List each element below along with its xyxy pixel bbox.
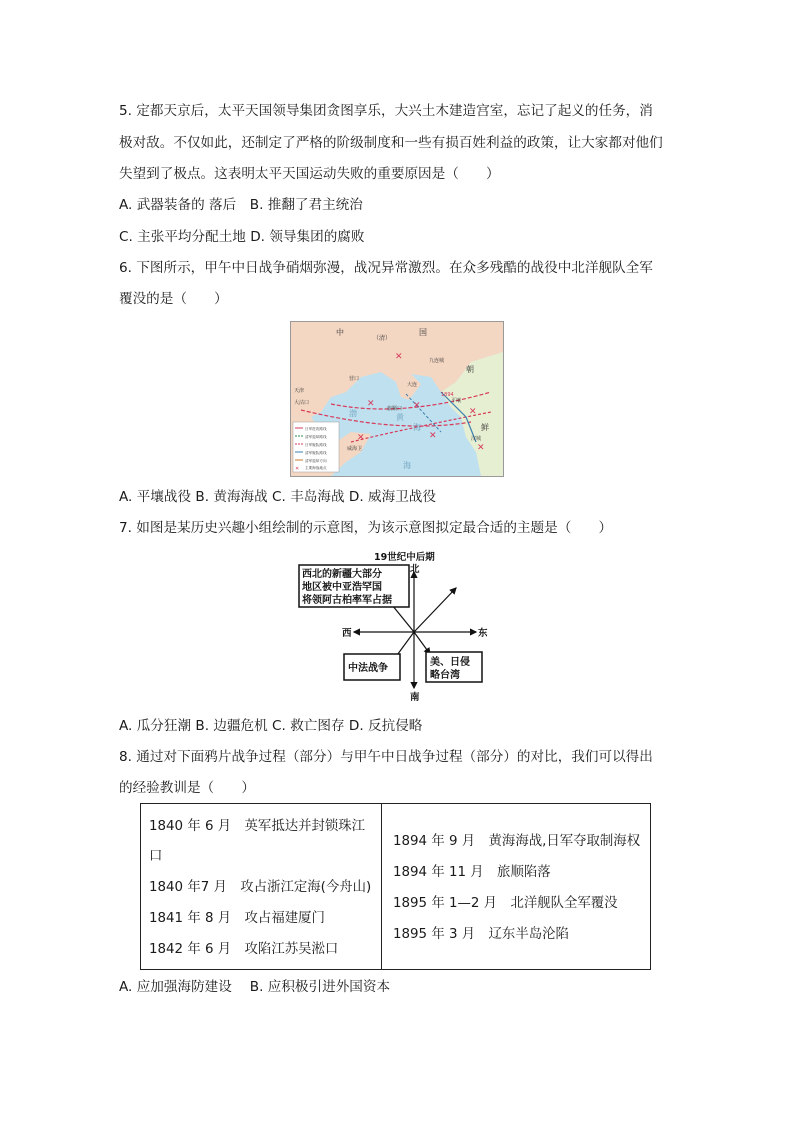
map-legend <box>293 422 339 472</box>
map-label-sea-3: 海 <box>413 423 421 432</box>
table-divider <box>381 804 382 969</box>
opium-war-row-1: 1840 年 6 月 英军抵达并封锁珠江 <box>149 819 366 834</box>
label-south: 南 <box>410 692 420 703</box>
opium-war-row-3: 1841 年 8 月 攻占福建厦门 <box>149 911 325 926</box>
box-northwest-line-2: 地区被中亚浩罕国 <box>302 582 382 593</box>
opium-war-row-4: 1842 年 6 月 攻陷江苏吴淞口 <box>149 942 339 957</box>
map-label-china-left: 中 <box>336 328 344 337</box>
map-label-lushun: 旅顺口 <box>387 406 403 412</box>
map-label-sea-1: 渤 <box>349 409 357 418</box>
map-label-korea-2: 鲜 <box>481 423 489 432</box>
map-label-jiuliancheng: 九连城 <box>429 358 445 364</box>
q5-line-1: 5. 定都天京后，太平天国领导集团贪图享乐，大兴土木建造宫室，忘记了起义的任务，消 <box>119 103 653 119</box>
q8-line-1: 8. 通过对下面鸦片战争过程（部分）与甲午中日战争过程（部分）的对比，我们可以得出 <box>119 749 653 765</box>
legend-text-6: 主要海战地点 <box>305 466 327 470</box>
box-northwest-line-1: 西北的新疆大部分 <box>302 569 382 580</box>
q8-line-2: 的经验教训是（ ） <box>119 780 255 796</box>
map-label-tianjin: 天津 <box>294 388 305 394</box>
map-label-yingkou: 营口 <box>349 376 360 382</box>
map-label-weihai: 威海卫 <box>347 446 363 452</box>
battle-marker-3: ✕ <box>413 401 421 411</box>
q7-line-1: 7. 如图是某历史兴趣小组绘制的示意图，为该示意图拟定最合适的主题是（ ） <box>119 520 613 536</box>
battle-marker-6: ✕ <box>469 407 477 417</box>
battle-marker-5: ✕ <box>429 431 437 441</box>
label-east: 东 <box>478 628 488 639</box>
battle-marker-1: ✕ <box>395 352 403 362</box>
q5-options-1: A. 武器装备的 落后 B. 推翻了君主统治 <box>119 197 363 213</box>
legend-text-5: 清军退却方向 <box>305 459 327 463</box>
q6-options: A. 平壤战役 B. 黄海海战 C. 丰岛海战 D. 威海卫战役 <box>119 489 436 505</box>
map-label-dalian: 大连 <box>407 382 418 388</box>
q8-options: A. 应加强海防建设 B. 应积极引进外国资本 <box>119 979 391 995</box>
battle-marker-2: ✕ <box>367 399 375 409</box>
box-northwest-line-3: 将领阿古柏率军占据 <box>302 595 392 606</box>
q5-line-3: 失望到了极点。这表明太平天国运动失败的重要原因是（ ） <box>119 166 500 182</box>
q5-line-2: 极对敌。不仅如此，还制定了严格的阶级制度和一些有损百姓利益的政策，让大家都对他们 <box>119 135 663 151</box>
label-west: 西 <box>342 628 352 639</box>
map-label-seoul: 汉城 <box>471 436 482 442</box>
label-north: 北 <box>410 564 420 575</box>
sino-japanese-war-row-2: 1894 年 11 月 旅顺陷落 <box>393 865 551 880</box>
legend-text-1: 日军进攻路线 <box>305 427 327 431</box>
map-label-sea-2: 黄 <box>396 413 404 422</box>
box-southeast-line-2: 略台湾 <box>430 670 460 681</box>
battle-marker-4: ✕ <box>357 433 365 443</box>
legend-text-2: 清军退却路线 <box>305 435 327 439</box>
diagram-title: 19世纪中后期 <box>374 552 435 563</box>
battle-marker-7: ✕ <box>477 443 485 453</box>
map-label-qing: （清） <box>373 335 392 342</box>
opium-war-row-2: 1840 年7 月 攻占浙江定海(今舟山) <box>149 880 372 895</box>
map-label-sea-4: 海 <box>403 461 411 470</box>
box-southwest-text: 中法战争 <box>348 663 388 674</box>
q6-line-1: 6. 下图所示，甲午中日战争硝烟弥漫，战况异常激烈。在众多残酷的战役中北洋舰队全军 <box>119 260 653 276</box>
map-label-china-right: 国 <box>419 328 427 337</box>
map-label-korea-1: 朝 <box>466 365 474 374</box>
sino-japanese-war-row-4: 1895 年 3 月 辽东半岛沦陷 <box>393 927 569 942</box>
sino-japanese-war-row-3: 1895 年 1—2 月 北洋舰队全军覆没 <box>393 896 618 911</box>
map-label-pyongyang: 平壤 <box>451 398 462 404</box>
q7-options: A. 瓜分狂潮 B. 边疆危机 C. 救亡图存 D. 反抗侵略 <box>119 718 423 734</box>
map-label-dagu: 大沽口 <box>294 400 310 406</box>
opium-war-row-1-cont: 口 <box>149 849 163 864</box>
legend-text-4: 清军舰队路线 <box>305 451 327 455</box>
box-southeast-line-1: 美、日侵 <box>430 657 470 668</box>
frontier-crisis-diagram <box>296 548 496 708</box>
legend-text-3: 日军舰队路线 <box>305 443 327 447</box>
arrow-southeast <box>414 632 430 654</box>
sino-japanese-war-map <box>290 321 504 477</box>
comparison-table <box>140 803 651 970</box>
q6-line-2: 覆没的是（ ） <box>119 291 228 307</box>
arrow-northeast <box>414 588 456 632</box>
sino-japanese-war-row-1: 1894 年 9 月 黄海海战,日军夺取制海权 <box>393 834 641 849</box>
map-label-year: 1894 <box>441 392 454 398</box>
q5-options-2: C. 主张平均分配土地 D. 领导集团的腐败 <box>119 229 365 245</box>
legend-marker: ✕ <box>295 466 300 472</box>
